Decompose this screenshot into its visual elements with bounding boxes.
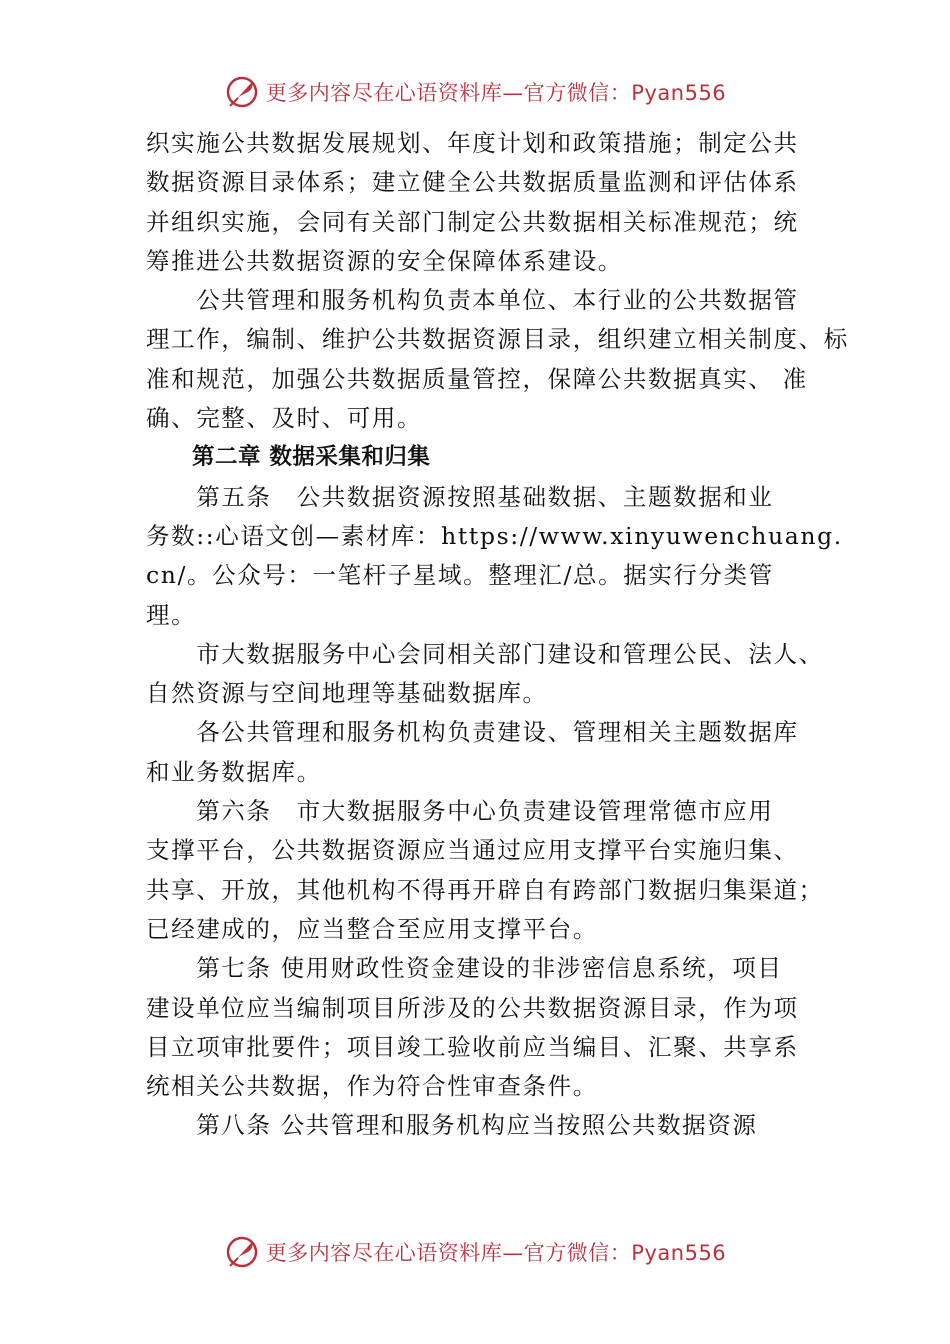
promo-text: 更多内容尽在心语资料库—官方微信：Pyan556: [265, 1241, 727, 1265]
text-line: 目立项审批要件；项目竣工验收前应当编目、汇聚、共享系: [146, 1032, 799, 1061]
text-line: 第七条 使用财政性资金建设的非涉密信息系统，项目: [146, 954, 783, 983]
text-line: 市大数据服务中心会同相关部门建设和管理公民、法人、: [146, 639, 824, 668]
text-line: cn/。公众号：一笔杆子星域。整理汇/总。据实行分类管: [146, 561, 774, 590]
footer-banner: [0, 1232, 950, 1272]
text-line: 确、完整、及时、可用。: [146, 404, 423, 433]
text-line: 建设单位应当编制项目所涉及的公共数据资源目录，作为项: [146, 993, 799, 1022]
text-line: 自然资源与空间地理等基础数据库。: [146, 679, 548, 708]
text-line: 第六条 市大数据服务中心负责建设管理常德市应用: [146, 797, 774, 826]
text-line: 第八条 公共管理和服务机构应当按照公共数据资源: [146, 1111, 758, 1140]
text-line: 理工作，编制、维护公共数据资源目录，组织建立相关制度、标: [146, 325, 849, 354]
text-line: 各公共管理和服务机构负责建设、管理相关主题数据库: [146, 718, 799, 747]
text-line: 支撑平台，公共数据资源应当通过应用支撑平台实施归集、: [146, 836, 799, 865]
text-line: 共享、开放，其他机构不得再开辟自有跨部门数据归集渠道；: [146, 875, 824, 904]
text-line: 准和规范，加强公共数据质量管控，保障公共数据真实、 准: [146, 364, 808, 393]
chapter-heading: 第二章 数据采集和归集: [146, 444, 431, 471]
text-line: 筹推进公共数据资源的安全保障体系建设。: [146, 246, 623, 275]
text-line: 公共管理和服务机构负责本单位、本行业的公共数据管: [146, 286, 799, 315]
text-line: 统相关公共数据，作为符合性审查条件。: [146, 1072, 598, 1101]
promo-text: 更多内容尽在心语资料库—官方微信：Pyan556: [265, 81, 727, 105]
text-line: 务数::心语文创—素材库：https://www.xinyuwenchuang.: [146, 521, 843, 550]
document-body: [146, 124, 849, 1146]
text-line: 数据资源目录体系；建立健全公共数据质量监测和评估体系: [146, 168, 799, 197]
text-line: 织实施公共数据发展规划、年度计划和政策措施；制定公共: [146, 129, 799, 157]
quill-pen-circle-icon: [224, 74, 260, 110]
header-banner: [0, 72, 950, 112]
text-line: 和业务数据库。: [146, 757, 322, 786]
text-line: 并组织实施，会同有关部门制定公共数据相关标准规范；统: [146, 207, 799, 236]
text-line: 第五条 公共数据资源按照基础数据、主题数据和业: [146, 482, 774, 511]
quill-pen-circle-icon: [224, 1234, 260, 1270]
text-line: 理。: [146, 600, 197, 629]
text-line: 已经建成的，应当整合至应用支撑平台。: [146, 914, 598, 943]
